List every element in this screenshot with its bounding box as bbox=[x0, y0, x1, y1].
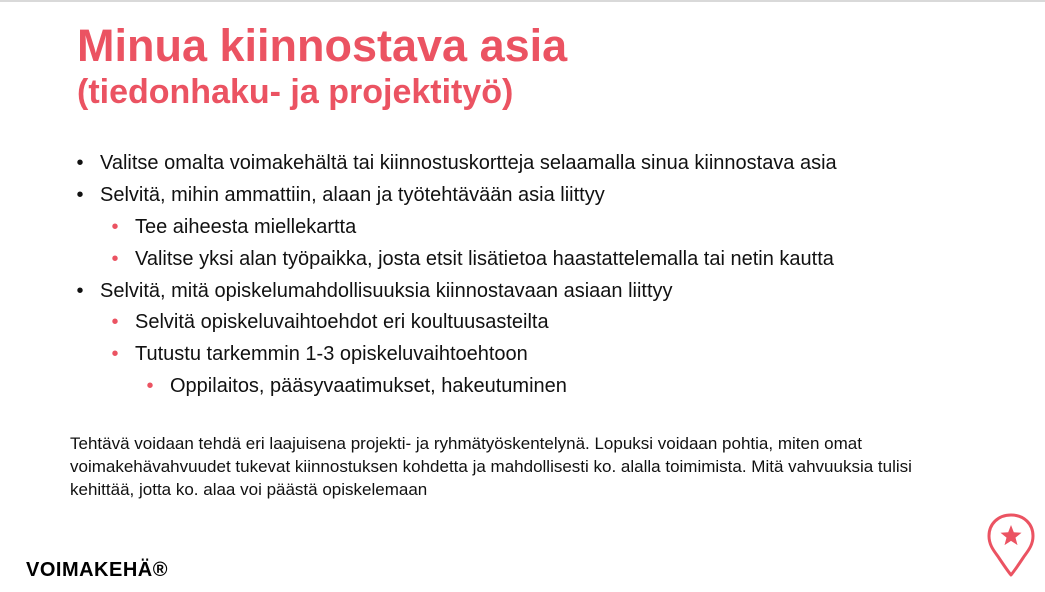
bullet-text: Selvitä, mihin ammattiin, alaan ja työtehtävään asia liittyy bbox=[100, 184, 605, 206]
bullet-text: Tee aiheesta miellekartta bbox=[135, 216, 357, 238]
bullet-marker: • bbox=[146, 375, 154, 397]
bullet-text: Valitse omalta voimakehältä tai kiinnostuskortteja selaamalla sinua kiinnostava asia bbox=[100, 152, 837, 174]
bullet-item bbox=[111, 309, 549, 335]
slide-title-line1: Minua kiinnostava asia bbox=[77, 20, 568, 71]
bullet-marker: • bbox=[111, 343, 119, 365]
bullet-text: Oppilaitos, pääsyvaatimukset, hakeutuminen bbox=[170, 375, 567, 397]
bullet-marker: • bbox=[76, 184, 84, 206]
slide-title bbox=[77, 20, 567, 112]
top-border bbox=[0, 0, 1045, 2]
bullet-item bbox=[111, 214, 357, 240]
bullet-item bbox=[111, 246, 834, 272]
bullet-item bbox=[76, 278, 673, 304]
map-pin-star-icon bbox=[985, 512, 1037, 578]
bullet-item bbox=[111, 341, 528, 367]
bullet-text: Selvitä, mitä opiskelumahdollisuuksia kiinnostavaan asiaan liittyy bbox=[100, 280, 673, 302]
bullet-marker: • bbox=[111, 311, 119, 333]
bullet-text: Selvitä opiskeluvaihtoehdot eri koultuusasteilta bbox=[135, 311, 549, 333]
bullet-marker: • bbox=[111, 248, 119, 270]
slide-title-line2: (tiedonhaku- ja projektityö) bbox=[77, 73, 514, 111]
brand-name: VOIMAKEHÄ® bbox=[26, 559, 168, 581]
bullet-marker: • bbox=[76, 152, 84, 174]
bullet-marker: • bbox=[111, 216, 119, 238]
bullet-item bbox=[76, 182, 605, 208]
bullet-text: Valitse yksi alan työpaikka, josta etsit lisätietoa haastattelemalla tai netin kautta bbox=[135, 248, 834, 270]
bullet-item bbox=[146, 373, 567, 399]
bullet-marker: • bbox=[76, 280, 84, 302]
bullet-item bbox=[76, 150, 837, 176]
bullet-text: Tutustu tarkemmin 1-3 opiskeluvaihtoehtoon bbox=[135, 343, 528, 365]
description-paragraph: Tehtävä voidaan tehdä eri laajuisena projekti- ja ryhmätyöskentelynä. Lopuksi voidaan pohtia, miten omat voimakehävahvuudet tukevat kiinnostuksen kohdetta ja mahdollisesti ko. alalla toimimista. Mitä vahvuuksia tulisi kehittää, jotta ko. alaa voi päästä opiskelemaan bbox=[70, 434, 912, 499]
